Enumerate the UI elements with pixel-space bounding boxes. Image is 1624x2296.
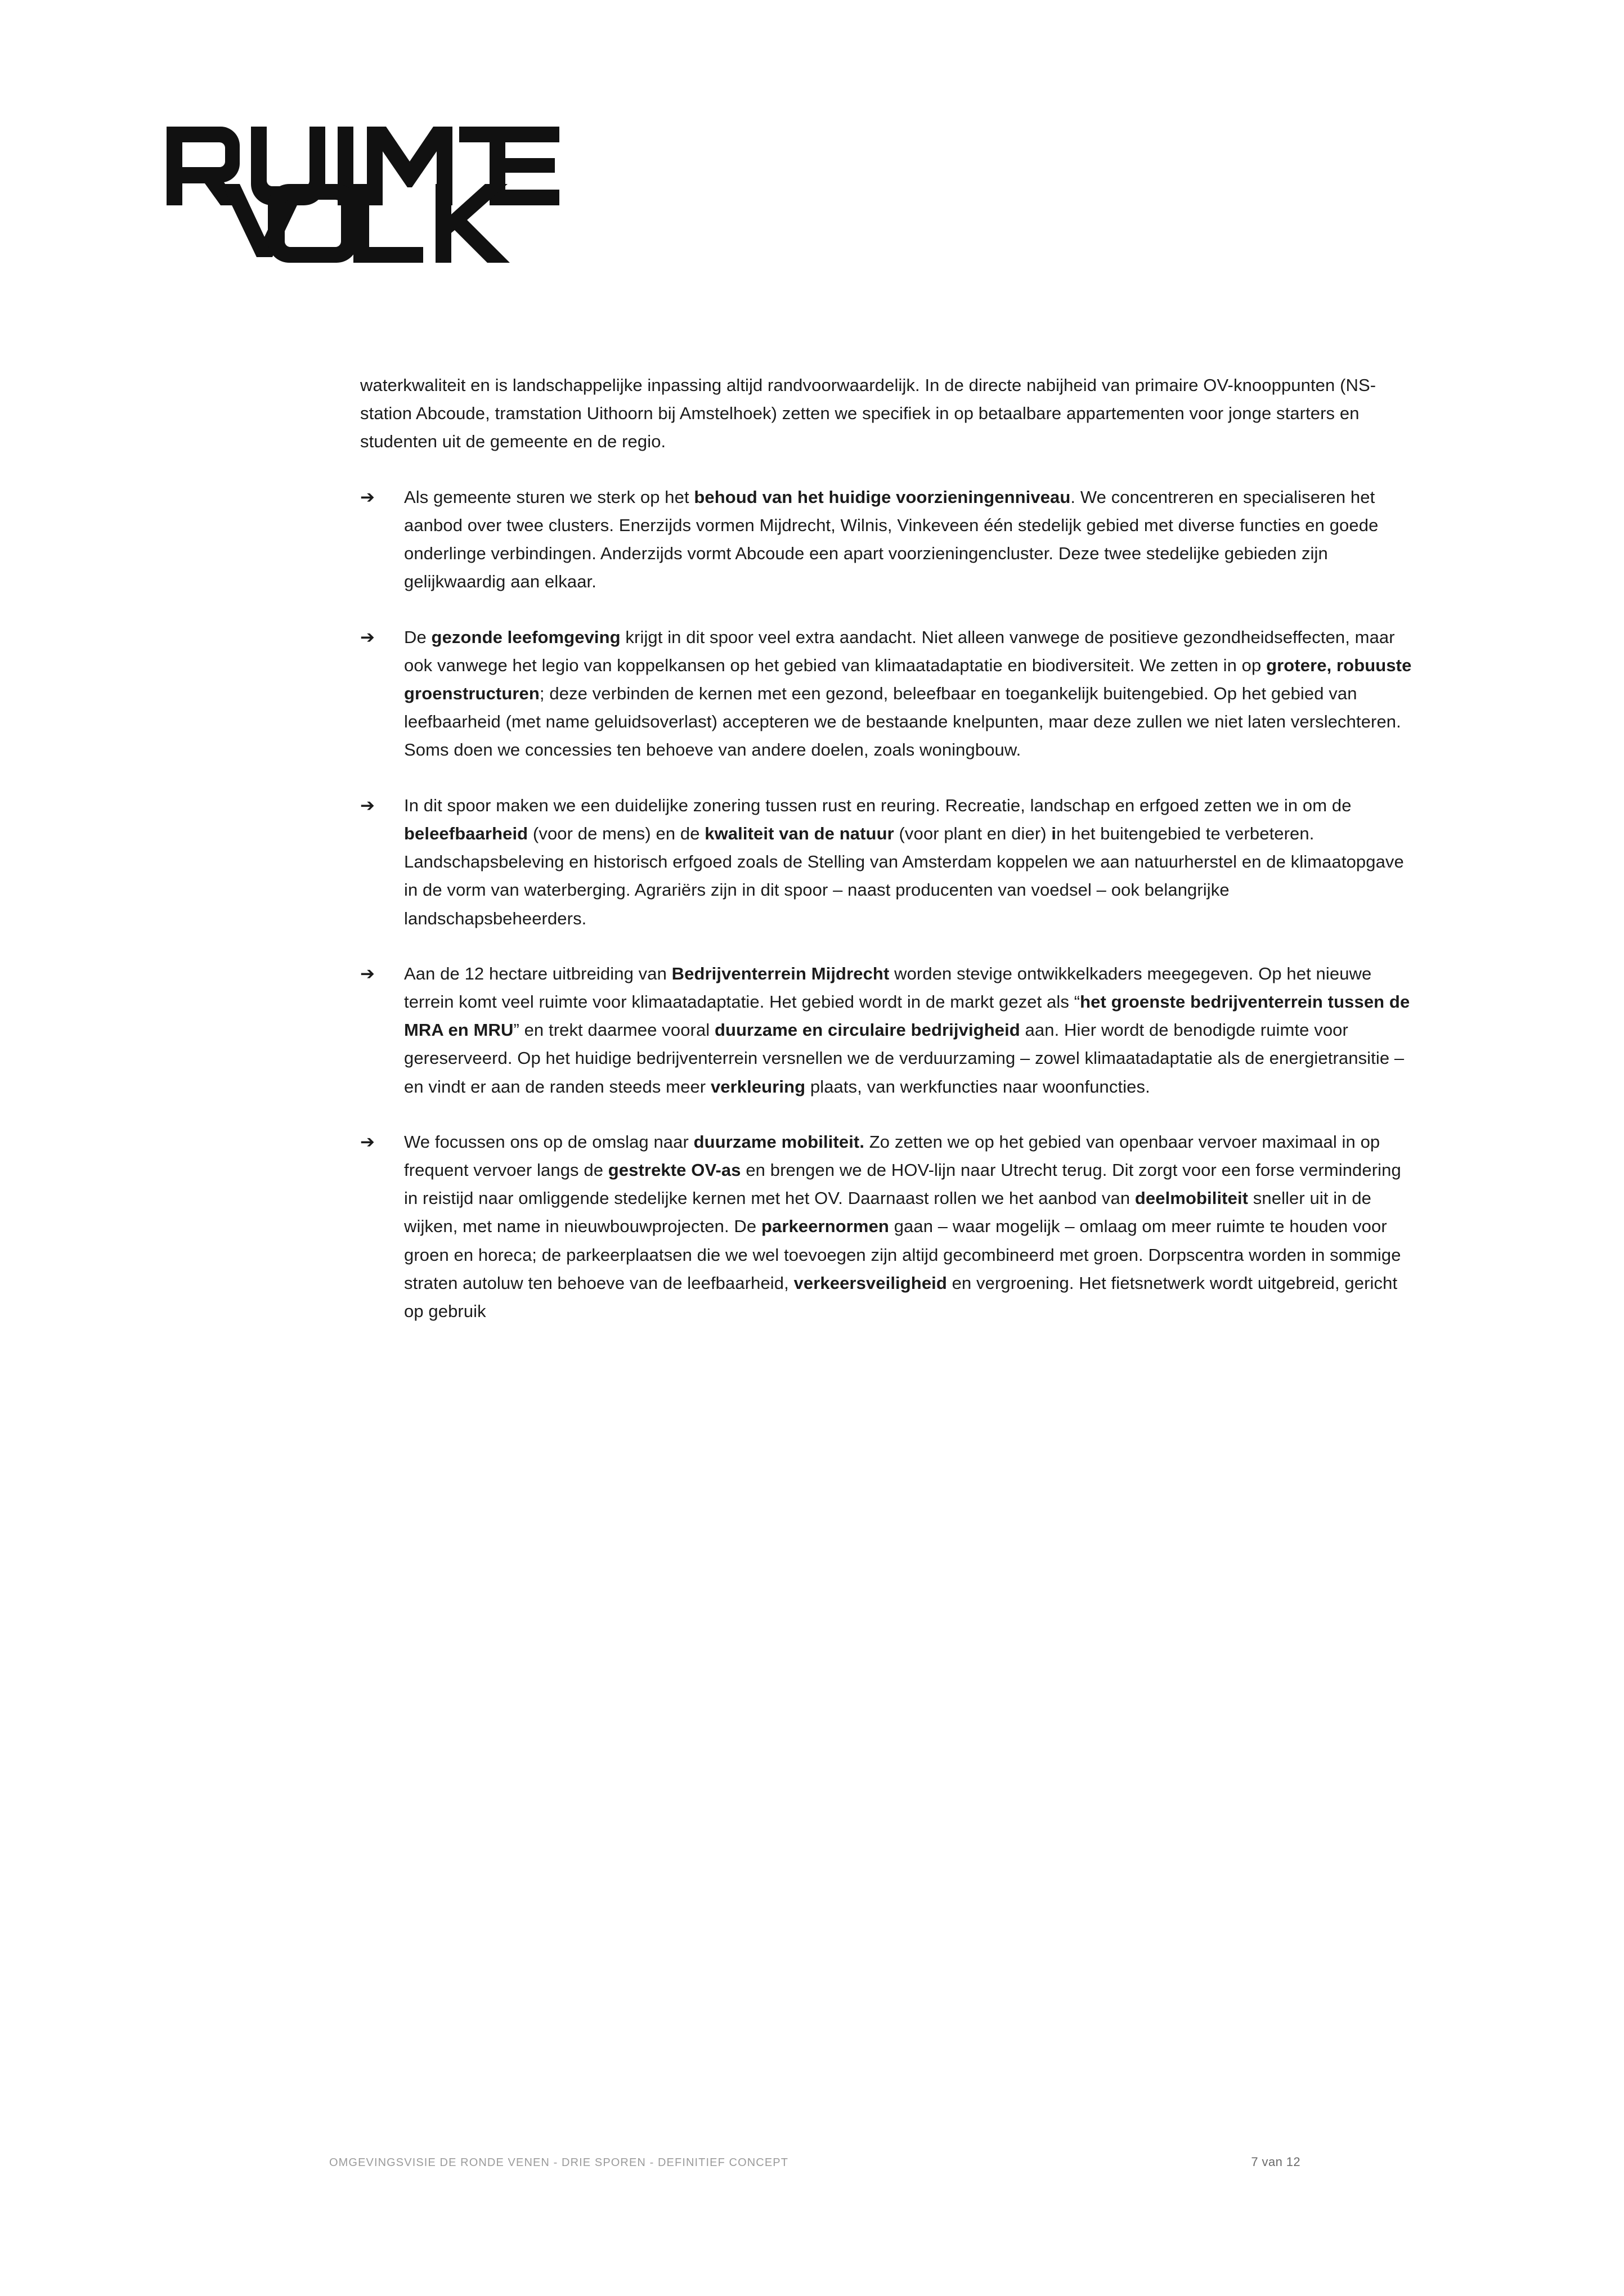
- bullet-item-zonering-rust-reuring: [360, 792, 1412, 933]
- bullet-item-gezonde-leefomgeving: [360, 623, 1412, 765]
- footer-document-title: OMGEVINGSVISIE DE RONDE VENEN - DRIE SPOREN - DEFINITIEF CONCEPT: [329, 2156, 789, 2169]
- bullet-item-duurzame-mobiliteit: [360, 1128, 1412, 1326]
- bullet-text: In dit spoor maken we een duidelijke zonering tussen rust en reuring. Recreatie, landschap en erfgoed zetten we in om de beleefbaarheid (voor de mens) en de kwaliteit van de natuur (voor plant en dier) in het buitengebied te verbeteren. Landschapsbeleving en historisch erfgoed zoals de Stelling van Amsterdam koppelen we aan natuurherstel en de klimaatopgave in de vorm van waterberging. Agrariërs zijn in dit spoor – naast producenten van voedsel – ook belangrijke landschapsbeheerders.: [404, 795, 1404, 928]
- bullet-text: De gezonde leefomgeving krijgt in dit spoor veel extra aandacht. Niet alleen vanwege de positieve gezondheidseffecten, maar ook vanwege het legio van koppelkansen op het gebied van klimaatadaptatie en biodiversiteit. We zetten in op grotere, robuuste groenstructuren; deze verbinden de kernen met een gezond, beleefbaar en toegankelijk buitengebied. Op het gebied van leefbaarheid (met name geluidsoverlast) accepteren we de bestaande knelpunten, maar deze zullen we niet laten verslechteren. Soms doen we concessies ten behoeve van andere doelen, zoals woningbouw.: [404, 627, 1412, 760]
- intro-paragraph: waterkwaliteit en is landschappelijke inpassing altijd randvoorwaardelijk. In de directe nabijheid van primaire OV-knooppunten (NS-station Abcoude, tramstation Uithoorn bij Amstelhoek) zetten we specifiek in op betaalbare appartementen voor jonge starters en studenten uit de gemeente en de regio.: [360, 375, 1376, 452]
- arrow-icon: ➔: [360, 627, 375, 647]
- bullet-text: Aan de 12 hectare uitbreiding van Bedrijventerrein Mijdrecht worden stevige ontwikkelkaders meegegeven. Op het nieuwe terrein komt veel ruimte voor klimaatadaptatie. Het gebied wordt in de markt gezet als “het groenste bedrijventerrein tussen de MRA en MRU” en trekt daarmee vooral duurzame en circulaire bedrijvigheid aan. Hier wordt de benodigde ruimte voor gereserveerd. Op het huidige bedrijventerrein versnellen we de verduurzaming – zowel klimaatadaptatie als de energietransitie – en vindt er aan de randen steeds meer verkleuring plaats, van werkfuncties naar woonfuncties.: [404, 963, 1410, 1097]
- bullet-text: Als gemeente sturen we sterk op het behoud van het huidige voorzieningenniveau. We concentreren en specialiseren het aanbod over twee clusters. Enerzijds vormen Mijdrecht, Wilnis, Vinkeveen één stedelijk gebied met diverse functies en goede onderlinge verbindingen. Anderzijds vormt Abcoude een apart voorzieningencluster. Deze twee stedelijke gebieden zijn gelijkwaardig aan elkaar.: [404, 487, 1379, 592]
- bullet-item-bedrijventerrein-mijdrecht: [360, 960, 1412, 1101]
- arrow-icon: ➔: [360, 1131, 375, 1152]
- bullet-list: [360, 483, 1412, 1326]
- ruimtevolk-logo: [167, 121, 572, 267]
- bullet-text: We focussen ons op de omslag naar duurzame mobiliteit. Zo zetten we op het gebied van openbaar vervoer maximaal in op frequent vervoer langs de gestrekte OV-as en brengen we de HOV-lijn naar Utrecht terug. Dit zorgt voor een forse vermindering in reistijd naar omliggende stedelijke kernen met het OV. Daarnaast rollen we het aanbod van deelmobiliteit sneller uit in de wijken, met name in nieuwbouwprojecten. De parkeernormen gaan – waar mogelijk – omlaag om meer ruimte te houden voor groen en horeca; de parkeerplaatsen die we wel toevoegen zijn altijd gecombineerd met groen. Dorpscentra worden in sommige straten autoluw ten behoeve van de leefbaarheid, verkeersveiligheid en vergroening. Het fietsnetwerk wordt uitgebreid, gericht op gebruik: [404, 1131, 1401, 1322]
- document-body: [360, 371, 1412, 1353]
- bullet-item-voorzieningenniveau: [360, 483, 1412, 596]
- page-footer: [329, 2155, 1300, 2169]
- footer-page-number: 7 van 12: [1251, 2155, 1300, 2169]
- arrow-icon: ➔: [360, 795, 375, 815]
- arrow-icon: ➔: [360, 963, 375, 983]
- arrow-icon: ➔: [360, 487, 375, 507]
